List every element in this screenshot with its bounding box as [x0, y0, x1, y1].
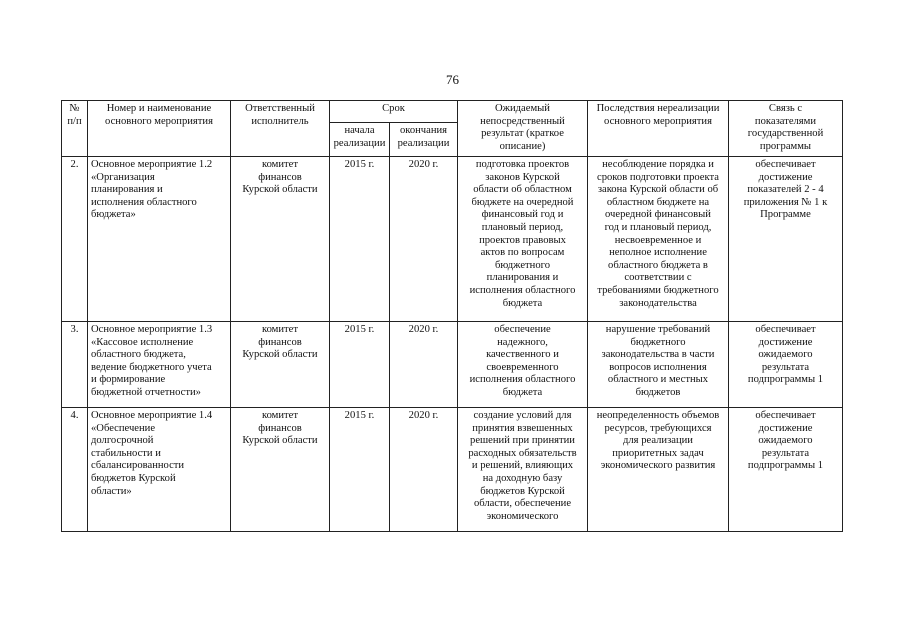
cell-line: законодательства — [619, 297, 697, 309]
cell-line: бюджете на очередной — [471, 196, 574, 208]
cell-line: бюджетного — [494, 259, 550, 271]
cell-line: обеспечивает — [755, 410, 816, 421]
cell-line: областного бюджета в — [608, 259, 708, 271]
cell-line: области, обеспечение — [473, 498, 572, 510]
cell-line: очередной финансовый — [605, 209, 711, 221]
cell-line: неполное исполнение — [609, 247, 707, 259]
cell-line: исполнения областного — [469, 374, 576, 386]
cell-line: решений при принятии — [470, 435, 575, 447]
cell-line: законодательства в части — [601, 349, 715, 361]
indicator-link — [729, 408, 843, 532]
cell-line: бюджета» — [91, 209, 136, 221]
cell-line: бюджета — [502, 297, 543, 309]
cell-line: качественного и — [486, 349, 559, 361]
cell-line: исполнения областного — [91, 196, 197, 208]
cell-line: исполнения областного — [469, 284, 576, 296]
cell-line: на доходную базу — [482, 472, 563, 484]
expected-result — [458, 408, 588, 532]
cell-line: «Кассовое исполнение — [91, 336, 194, 348]
cell-line: проектов правовых — [479, 234, 566, 246]
cell-line: показателями — [754, 115, 817, 127]
cell-line: Ответственный — [245, 103, 315, 114]
cell-line: комитет — [261, 324, 299, 335]
cell-line: и решений, влияющих — [471, 460, 574, 472]
row-number: 3. — [62, 322, 88, 408]
end-year: 2020 г. — [390, 408, 458, 532]
cell-line: ресурсов, требующихся — [604, 422, 712, 434]
cell-line: вопросов исполнения — [609, 361, 707, 373]
table-row — [62, 322, 843, 408]
activities-table — [61, 100, 843, 532]
cell-line: «Организация — [91, 171, 155, 183]
cell-line: год и плановый период, — [604, 221, 712, 233]
cell-line: стабильности и — [91, 447, 161, 459]
cell-line: несоблюдение порядка и — [602, 159, 714, 170]
cell-line: бюджета — [502, 386, 543, 398]
row-number: 2. — [62, 157, 88, 322]
cell-line: сроков подготовки проекта — [597, 171, 719, 183]
cell-line: п/п — [67, 115, 82, 127]
cell-line: бюджетной отчетности» — [91, 386, 201, 398]
cell-line: подпрограммы 1 — [747, 460, 824, 472]
cell-line: области» — [91, 485, 132, 497]
end-year: 2020 г. — [390, 157, 458, 322]
cell-line: результата — [761, 447, 810, 459]
cell-line: результата — [761, 361, 810, 373]
cell-line: реализации — [397, 137, 450, 149]
cell-line: Основное мероприятие 1.2 — [91, 159, 213, 170]
header-term: Срок — [330, 101, 458, 123]
cell-line: Номер и наименование — [106, 103, 212, 114]
cell-line: областном бюджете на — [606, 196, 710, 208]
activity-name — [88, 408, 231, 532]
cell-line: соответствии с — [624, 272, 692, 284]
cell-line: долгосрочной — [91, 435, 154, 447]
cell-line: нарушение требований — [605, 324, 711, 335]
activity-name — [88, 322, 231, 408]
start-year: 2015 г. — [330, 322, 390, 408]
expected-result — [458, 322, 588, 408]
cell-line: своевременного — [486, 361, 559, 373]
cell-line: сбалансированности — [91, 460, 185, 472]
consequences — [588, 408, 729, 532]
cell-line: начала — [344, 125, 375, 136]
responsible — [231, 322, 330, 408]
cell-line: результат (краткое — [481, 128, 564, 140]
cell-line: программы — [759, 140, 812, 152]
cell-line: приоритетных задач — [612, 447, 704, 459]
responsible — [231, 408, 330, 532]
consequences — [588, 157, 729, 322]
header-responsible — [231, 101, 330, 157]
end-year: 2020 г. — [390, 322, 458, 408]
cell-line: показателей 2 - 4 — [747, 184, 824, 196]
table-row — [62, 157, 843, 322]
cell-line: исполнитель — [251, 115, 309, 127]
cell-line: приложения № 1 к — [743, 196, 828, 208]
cell-line: Ожидаемый — [495, 103, 550, 114]
cell-line: принятия взвешенных — [472, 422, 573, 434]
cell-line: государственной — [747, 128, 824, 140]
cell-line: Основное мероприятие 1.3 — [91, 324, 213, 335]
activity-name — [88, 157, 231, 322]
start-year: 2015 г. — [330, 408, 390, 532]
expected-result — [458, 157, 588, 322]
header-consequences — [588, 101, 729, 157]
cell-line: окончания — [399, 125, 448, 136]
start-year: 2015 г. — [330, 157, 390, 322]
cell-line: достижение — [758, 422, 813, 434]
cell-line: планирования и — [486, 272, 559, 284]
cell-line: достижение — [758, 336, 813, 348]
indicator-link — [729, 157, 843, 322]
cell-line: Курской области — [242, 435, 318, 447]
cell-line: основного мероприятия — [604, 115, 712, 127]
header-link — [729, 101, 843, 157]
cell-line: финансов — [258, 336, 302, 348]
cell-line: экономического — [486, 510, 559, 522]
cell-line: комитет — [261, 410, 299, 421]
page-number: 76 — [446, 72, 459, 87]
cell-line: финансовый год и — [481, 209, 564, 221]
responsible — [231, 157, 330, 322]
cell-line: надежного, — [497, 336, 548, 348]
cell-line: ожидаемого — [758, 349, 813, 361]
cell-line: для реализации — [623, 435, 693, 447]
cell-line: ведение бюджетного учета — [91, 361, 212, 373]
cell-line: бюджетов — [635, 386, 681, 398]
cell-line: Основное мероприятие 1.4 — [91, 410, 213, 421]
cell-line: «Обеспечение — [91, 422, 156, 434]
cell-line: обеспечение — [494, 324, 551, 335]
cell-line: Программе — [760, 209, 811, 221]
cell-line: законов Курской — [485, 171, 560, 183]
cell-line: основного мероприятия — [105, 115, 213, 127]
cell-line: областного и местных — [607, 374, 709, 386]
cell-line: № — [69, 103, 80, 114]
cell-line: подпрограммы 1 — [747, 374, 824, 386]
table-row — [62, 408, 843, 532]
cell-line: неопределенность объемов — [596, 410, 720, 421]
cell-line: финансов — [258, 422, 302, 434]
cell-line: расходных обязательств — [468, 447, 577, 459]
cell-line: бюджетов Курской — [91, 472, 176, 484]
cell-line: бюджетов Курской — [480, 485, 565, 497]
header-num — [62, 101, 88, 157]
cell-line: актов по вопросам — [480, 247, 565, 259]
cell-line: экономического развития — [600, 460, 716, 472]
cell-line: плановый период, — [481, 221, 564, 233]
cell-line: Курской области — [242, 184, 318, 196]
header-start — [330, 123, 390, 157]
cell-line: требованиями бюджетного — [597, 284, 719, 296]
cell-line: областного бюджета, — [91, 349, 186, 361]
cell-line: достижение — [758, 171, 813, 183]
row-number: 4. — [62, 408, 88, 532]
cell-line: Последствия нереализации — [596, 103, 720, 114]
consequences — [588, 322, 729, 408]
cell-line: финансов — [258, 171, 302, 183]
cell-line: области об областном — [473, 184, 572, 196]
header-end — [390, 123, 458, 157]
header-result — [458, 101, 588, 157]
indicator-link — [729, 322, 843, 408]
cell-line: реализации — [333, 137, 386, 149]
cell-line: и формирование — [91, 374, 166, 386]
cell-line: комитет — [261, 159, 299, 170]
cell-line: создание условий для — [473, 410, 572, 421]
cell-line: несвоевременное и — [614, 234, 702, 246]
cell-line: Связь с — [768, 103, 803, 114]
header-name — [88, 101, 231, 157]
cell-line: ожидаемого — [758, 435, 813, 447]
cell-line: непосредственный — [480, 115, 565, 127]
cell-line: бюджетного — [630, 336, 686, 348]
cell-line: обеспечивает — [755, 324, 816, 335]
cell-line: Курской области — [242, 349, 318, 361]
cell-line: планирования и — [91, 184, 163, 196]
cell-line: обеспечивает — [755, 159, 816, 170]
cell-line: описание) — [499, 140, 546, 152]
cell-line: закона Курской области об — [597, 184, 719, 196]
cell-line: подготовка проектов — [475, 159, 570, 170]
